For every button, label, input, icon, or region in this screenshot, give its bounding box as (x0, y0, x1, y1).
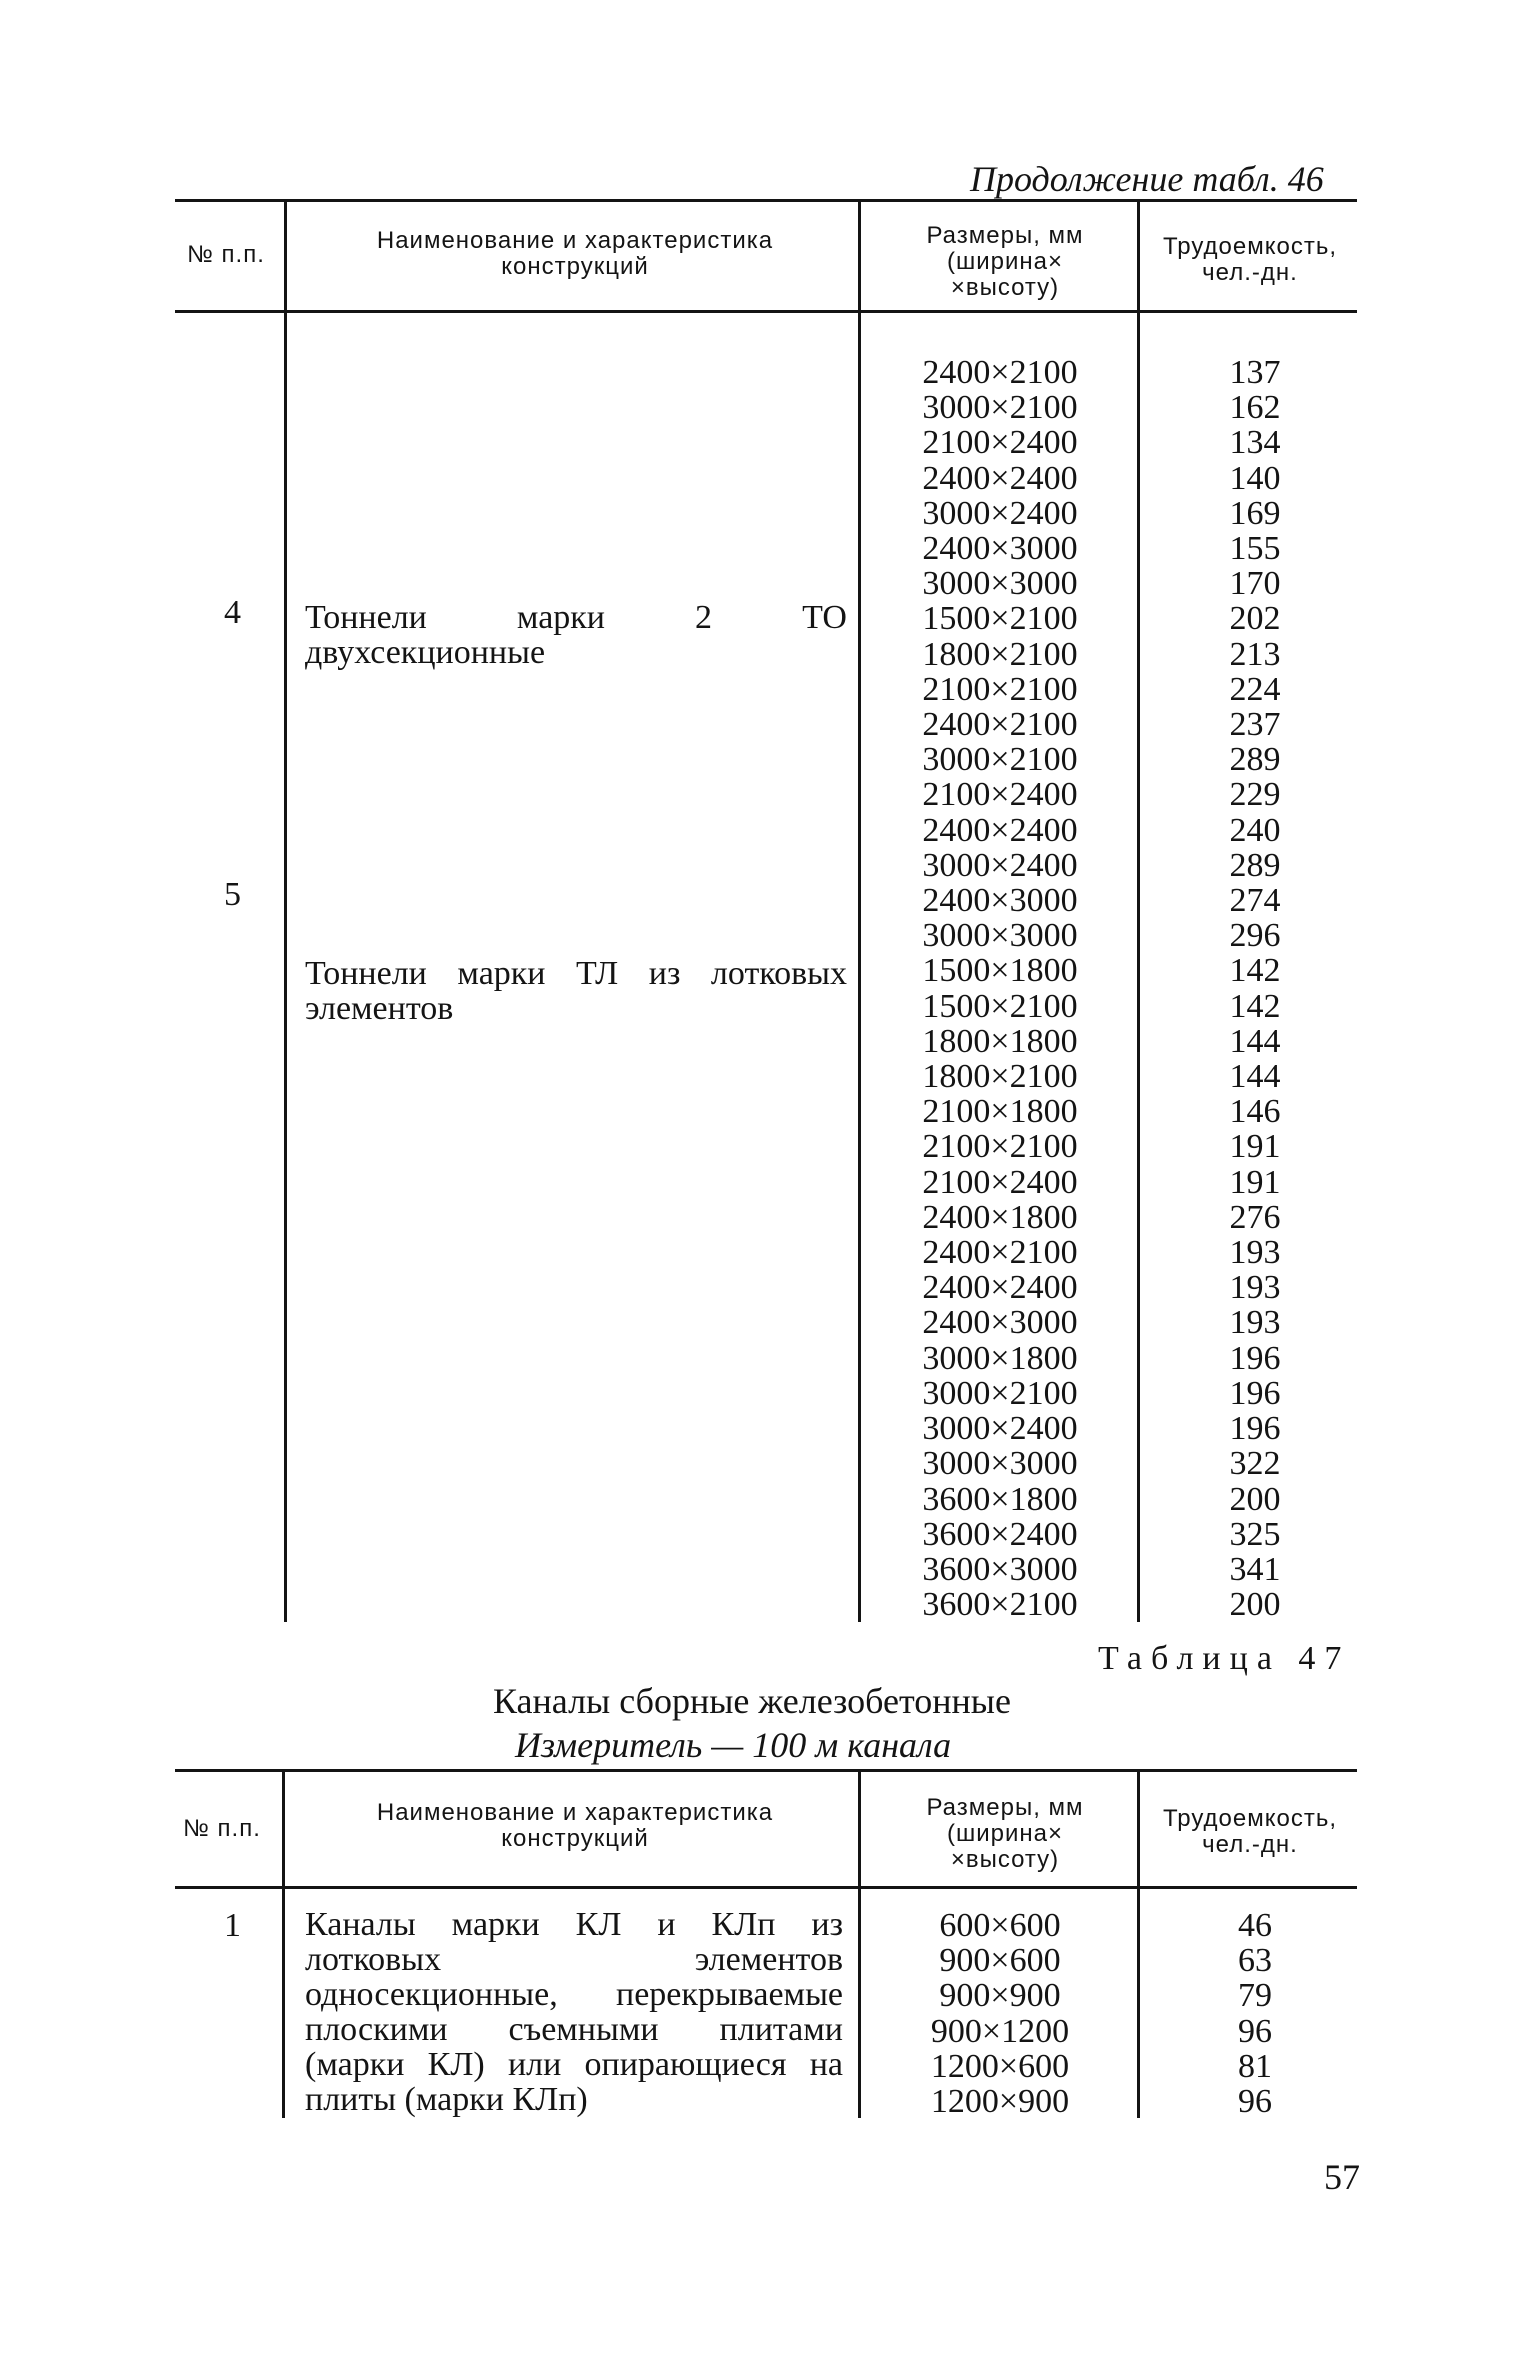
labor-cell: 202 (1229, 600, 1281, 638)
labor-cell: 200 (1229, 1586, 1281, 1624)
table46-labor-column (1160, 355, 1350, 1622)
labor-cell: 276 (1229, 1198, 1281, 1236)
size-cell: 3000×2100 (922, 389, 1078, 427)
labor-cell: 200 (1229, 1480, 1281, 1518)
table47-divider-1 (282, 1772, 285, 2118)
labor-cell: 193 (1229, 1269, 1281, 1307)
table46-divider-1 (284, 202, 287, 1622)
size-cell: 900×1200 (930, 2012, 1070, 2050)
table46-divider-3 (1137, 202, 1140, 1622)
size-cell: 900×900 (939, 1977, 1061, 2015)
table46-header-name: Наименование и характеристика конструкций (376, 227, 774, 280)
table47-labor-column (1160, 1908, 1350, 2119)
table47-header-num: № п.п. (183, 1815, 261, 1842)
size-cell: 3000×2400 (922, 494, 1078, 532)
size-cell: 1500×2100 (922, 987, 1078, 1025)
table47-header-name: Наименование и характеристика конструкций (376, 1799, 774, 1852)
size-cell: 2400×3000 (922, 1304, 1078, 1342)
labor-cell: 213 (1229, 635, 1281, 673)
labor-cell: 196 (1229, 1374, 1281, 1412)
size-cell: 2100×2100 (922, 670, 1078, 708)
labor-cell: 322 (1229, 1445, 1281, 1483)
labor-cell: 142 (1229, 952, 1281, 990)
size-cell: 2100×2100 (922, 1128, 1078, 1166)
labor-cell: 229 (1229, 776, 1281, 814)
labor-cell: 296 (1229, 917, 1281, 955)
size-cell: 1800×1800 (922, 1022, 1078, 1060)
labor-cell: 140 (1229, 459, 1281, 497)
size-cell: 1800×2100 (922, 635, 1078, 673)
labor-cell: 289 (1229, 846, 1281, 884)
size-cell: 1200×900 (930, 2083, 1070, 2121)
table46-top-rule (175, 199, 1357, 202)
size-cell: 2400×2100 (922, 706, 1078, 744)
size-cell: 1200×600 (930, 2047, 1070, 2085)
labor-cell: 196 (1229, 1339, 1281, 1377)
labor-cell: 155 (1229, 530, 1281, 568)
table46-header-num: № п.п. (187, 241, 265, 268)
table46-row4-num: 4 (224, 594, 241, 631)
size-cell: 1500×1800 (922, 952, 1078, 990)
size-cell: 2400×3000 (922, 530, 1078, 568)
size-cell: 3000×3000 (922, 917, 1078, 955)
page-number: 57 (1324, 2157, 1360, 2197)
size-cell: 3000×2100 (922, 741, 1078, 779)
size-cell: 3000×3000 (922, 565, 1078, 603)
table46-divider-2 (858, 202, 861, 1622)
size-cell: 2100×2400 (922, 1163, 1078, 1201)
size-cell: 1800×2100 (922, 1058, 1078, 1096)
labor-cell: 191 (1229, 1163, 1281, 1201)
size-cell: 2400×1800 (922, 1198, 1078, 1236)
table46-header-labor: Трудоемкость, чел.-дн. (1162, 233, 1338, 286)
table46-header-size: Размеры, мм (ширина× ×высоту) (926, 222, 1084, 301)
table47-header-size: Размеры, мм (ширина× ×высоту) (926, 1794, 1084, 1873)
labor-cell: 96 (1238, 2083, 1272, 2121)
size-cell: 2400×2400 (922, 811, 1078, 849)
size-cell: 2100×2400 (922, 776, 1078, 814)
size-cell: 3000×2400 (922, 1410, 1078, 1448)
labor-cell: 170 (1229, 565, 1281, 603)
table47-row1-name: Каналы марки КЛ и КЛп из лотковых элементов односекционные, перекрываемые плоскими съемными плитами (марки КЛ) или опирающиеся на плиты (марки КЛп) (305, 1906, 843, 2118)
size-cell: 3600×3000 (922, 1550, 1078, 1588)
labor-cell: 193 (1229, 1304, 1281, 1342)
labor-cell: 134 (1229, 424, 1281, 462)
size-cell: 900×600 (939, 1942, 1061, 1980)
labor-cell: 224 (1229, 670, 1281, 708)
labor-cell: 63 (1238, 1942, 1272, 1980)
size-cell: 2100×2400 (922, 424, 1078, 462)
size-cell: 3000×1800 (922, 1339, 1078, 1377)
size-cell: 2400×3000 (922, 882, 1078, 920)
labor-cell: 240 (1229, 811, 1281, 849)
size-cell: 3600×2100 (922, 1586, 1078, 1624)
size-cell: 1500×2100 (922, 600, 1078, 638)
size-cell: 600×600 (939, 1907, 1061, 1944)
labor-cell: 144 (1229, 1022, 1281, 1060)
size-cell: 3000×3000 (922, 1445, 1078, 1483)
table46-row4-name: Тоннели марки 2 ТО двухсекционные (305, 599, 847, 671)
labor-cell: 142 (1229, 987, 1281, 1025)
size-cell: 3000×2100 (922, 1374, 1078, 1412)
labor-cell: 289 (1229, 741, 1281, 779)
labor-cell: 81 (1238, 2047, 1272, 2085)
labor-cell: 191 (1229, 1128, 1281, 1166)
labor-cell: 169 (1229, 494, 1281, 532)
labor-cell: 341 (1229, 1550, 1281, 1588)
size-cell: 2400×2400 (922, 459, 1078, 497)
table46-header-rule (175, 310, 1357, 313)
size-cell: 2400×2100 (922, 354, 1078, 391)
labor-cell: 196 (1229, 1410, 1281, 1448)
labor-cell: 193 (1229, 1234, 1281, 1272)
table46-row5-name: Тоннели марки ТЛ из лотковых элементов (305, 955, 847, 1027)
table47-header-rule (175, 1886, 1357, 1889)
table47-title: Каналы сборные железобетонные (493, 1681, 1011, 1721)
labor-cell: 79 (1238, 1977, 1272, 2015)
labor-cell: 46 (1238, 1907, 1272, 1944)
size-cell: 2400×2400 (922, 1269, 1078, 1307)
labor-cell: 274 (1229, 882, 1281, 920)
labor-cell: 325 (1229, 1515, 1281, 1553)
size-cell: 3600×2400 (922, 1515, 1078, 1553)
labor-cell: 146 (1229, 1093, 1281, 1131)
size-cell: 3000×2400 (922, 846, 1078, 884)
labor-cell: 162 (1229, 389, 1281, 427)
table47-header-labor: Трудоемкость, чел.-дн. (1162, 1805, 1338, 1858)
size-cell: 3600×1800 (922, 1480, 1078, 1518)
table46-row5-num: 5 (224, 876, 241, 913)
labor-cell: 137 (1229, 354, 1281, 391)
labor-cell: 144 (1229, 1058, 1281, 1096)
table47-row1-num: 1 (224, 1907, 241, 1944)
table47-divider-3 (1137, 1772, 1140, 2118)
table46-size-column (870, 355, 1130, 1622)
labor-cell: 96 (1238, 2012, 1272, 2050)
table47-label: Таблица 47 (1098, 1640, 1351, 1677)
continuation-title: Продолжение табл. 46 (970, 159, 1324, 199)
table47-size-column (870, 1908, 1130, 2119)
table47-divider-2 (858, 1772, 861, 2118)
labor-cell: 237 (1229, 706, 1281, 744)
size-cell: 2100×1800 (922, 1093, 1078, 1131)
table47-top-rule (175, 1769, 1357, 1772)
size-cell: 2400×2100 (922, 1234, 1078, 1272)
table47-unit: Измеритель — 100 м канала (515, 1725, 952, 1765)
